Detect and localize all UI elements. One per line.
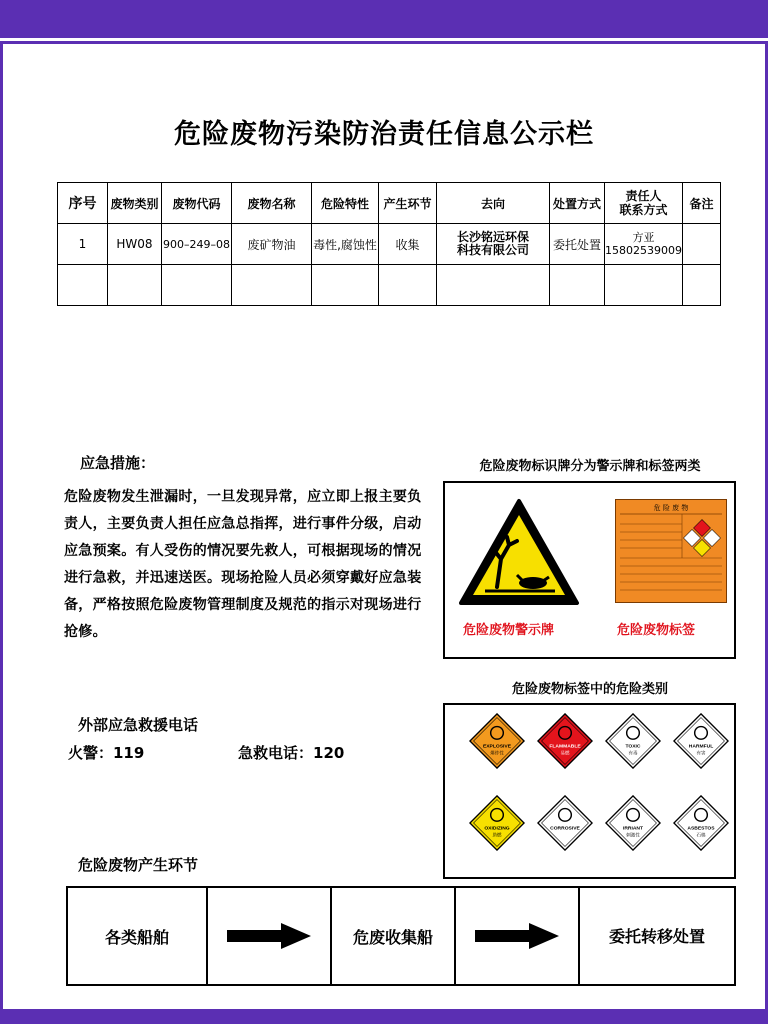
hazard-en-label: HARMFUL (688, 744, 714, 750)
top-frame-bar (0, 0, 768, 36)
table-cell: 废矿物油 (232, 224, 312, 265)
hazard-en-label: OXIDIZING (484, 826, 510, 832)
hazard-corrosive-icon (537, 795, 593, 851)
signs-box (443, 481, 736, 659)
ambulance-phone: 急救电话：120 (238, 744, 345, 762)
flow-step-disposal: 委托转移处置 (608, 927, 705, 946)
flow-arrow (456, 888, 580, 984)
flow-step-collection-ship: 危废收集船 (332, 888, 456, 984)
hazard-cn-label: 石棉 (696, 833, 706, 839)
generation-title: 危险废物产生环节 (78, 856, 199, 874)
table-cell: 900–249–08 (162, 224, 232, 265)
categories-title: 危险废物标签中的危险类别 (511, 682, 668, 697)
hazard-irriant-icon (605, 795, 661, 851)
fire-phone: 火警：119 (68, 744, 145, 762)
hazard-en-label: CORROSIVE (550, 826, 580, 832)
header-cell: 废物名称 (232, 183, 312, 224)
table-cell: 毒性,腐蚀性 (312, 224, 379, 265)
top-frame-line (0, 38, 768, 41)
hazard-asbestos-icon (673, 795, 729, 851)
hazard-cn-label: 易燃 (560, 751, 570, 757)
hazard-oxidizing-icon (469, 795, 525, 851)
label-caption: 危险废物标签 (617, 623, 696, 638)
responsibility-table (57, 182, 721, 306)
bottom-frame-bar (0, 1009, 768, 1024)
table-cell: 长沙铭远环保 科技有限公司 (437, 224, 550, 265)
label-header: 危 险 废 物 (653, 504, 689, 512)
header-cell: 危险特性 (312, 183, 379, 224)
header-cell: 废物类别 (108, 183, 162, 224)
warning-sign-caption: 危险废物警示牌 (463, 623, 555, 638)
hazard-flammable-icon (537, 713, 593, 769)
hazard-en-label: IRRIANT (622, 826, 644, 832)
header-cell: 废物代码 (162, 183, 232, 224)
page-title: 危险废物污染防治责任信息公示栏 (174, 119, 594, 150)
external-rescue-title: 外部应急救援电话 (78, 716, 199, 734)
categories-box (443, 703, 736, 879)
flow-arrow (208, 888, 332, 984)
hazard-cn-label: 刺激性 (626, 833, 640, 839)
table-row-empty (58, 265, 721, 306)
header-cell: 序号 (58, 183, 108, 224)
emergency-title: 应急措施： (80, 454, 156, 472)
table-cell: 收集 (379, 224, 437, 265)
signs-title: 危险废物标识牌分为警示牌和标签两类 (479, 459, 701, 474)
hazard-harmful-icon (673, 713, 729, 769)
table-cell (683, 224, 721, 265)
hazard-en-label: FLAMMABLE (549, 744, 581, 750)
header-cell: 备注 (683, 183, 721, 224)
generation-flow (66, 886, 736, 986)
table-cell: HW08 (108, 224, 162, 265)
hazard-toxic-icon (605, 713, 661, 769)
hazard-en-label: TOXIC (625, 744, 641, 750)
arrow-right-icon (225, 922, 313, 950)
header-cell: 产生环节 (379, 183, 437, 224)
warning-triangle-icon (457, 497, 581, 609)
table-cell: 方亚 15802539009 (605, 224, 683, 265)
table-row (58, 224, 721, 265)
hazard-cn-label: 有害 (696, 751, 706, 757)
hazard-explosive-icon (469, 713, 525, 769)
flow-step-ships: 各类船舶 (68, 888, 208, 984)
table-cell: 1 (58, 224, 108, 265)
header-cell: 处置方式 (550, 183, 605, 224)
table-header-row (58, 183, 721, 224)
table-cell: 委托处置 (550, 224, 605, 265)
hazard-cn-label: 爆炸性 (490, 751, 504, 757)
arrow-right-icon (473, 922, 561, 950)
hazard-cn-label: 有毒 (628, 751, 638, 757)
emergency-text: 危险废物发生泄漏时，一旦发现异常，应立即上报主要负责人，主要负责人担任应急总指挥，进行事件分级，启动应急预案。有人受伤的情况要先救人，可根据现场的情况进行急救，并迅速送医。现场抢险人员必须穿戴好应急装备，严格按照危险废物管理制度及规范的指示对现场进行抢修。 (64, 489, 422, 640)
hazard-en-label: EXPLOSIVE (482, 744, 512, 750)
hazard-cn-label: 助燃 (492, 833, 502, 839)
header-cell: 去向 (437, 183, 550, 224)
waste-label-icon (615, 499, 727, 603)
hazard-en-label: ASBESTOS (687, 826, 715, 832)
header-cell: 责任人 联系方式 (605, 183, 683, 224)
label-lines-icon (616, 500, 726, 602)
